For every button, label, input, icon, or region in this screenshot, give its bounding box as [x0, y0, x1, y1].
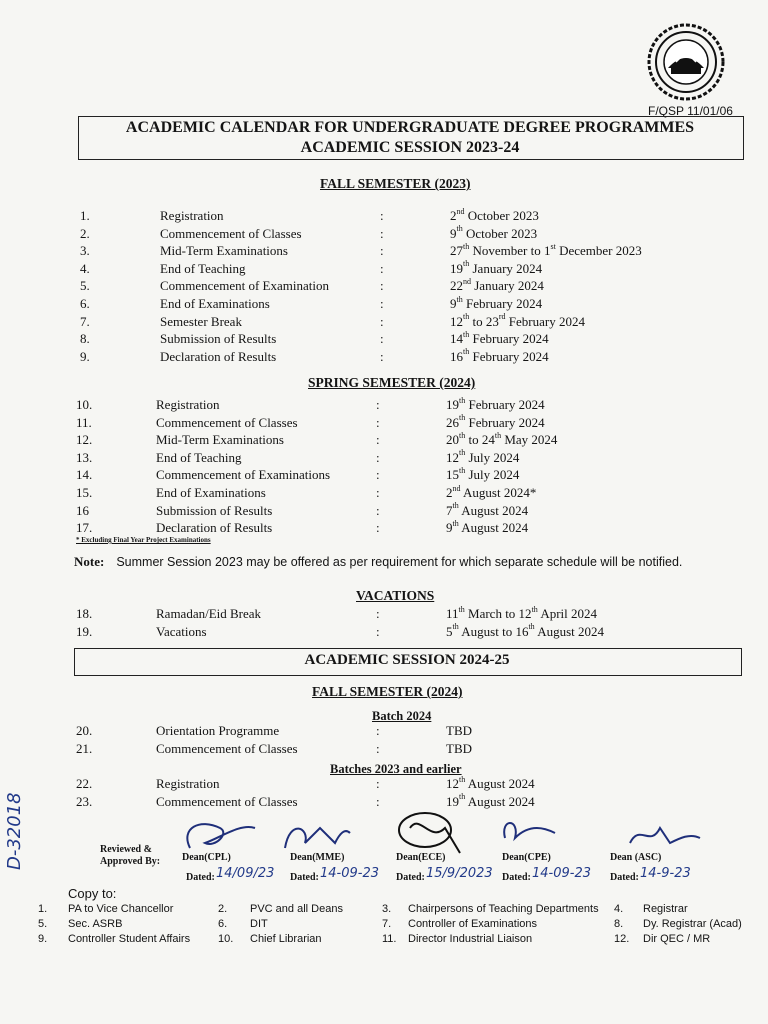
row-date	[450, 261, 542, 277]
row-event: Semester Break	[160, 313, 242, 329]
row-colon: :	[380, 296, 384, 311]
date-rest: August to 16	[458, 623, 529, 639]
row-event: End of Teaching	[156, 449, 242, 465]
copy-to-number: 4.	[614, 903, 624, 915]
row-event: Commencement of Classes	[160, 225, 302, 241]
date-rest: August 2024	[458, 520, 529, 536]
row-colon: :	[380, 313, 384, 329]
note	[74, 553, 682, 571]
fall-2024-heading: FALL SEMESTER (2024)	[312, 684, 463, 699]
calendar-row	[76, 624, 696, 642]
row-colon: :	[376, 793, 380, 809]
signature-date: 14-9-23	[640, 866, 691, 881]
row-number: 2.	[80, 225, 90, 241]
date-suffix: th	[459, 792, 466, 802]
row-colon: :	[376, 449, 380, 465]
date-suffix: th	[463, 329, 470, 339]
row-colon: :	[376, 432, 380, 448]
row-date	[446, 776, 535, 792]
date-suffix: th	[456, 294, 463, 304]
row-event: Registration	[156, 776, 220, 791]
row-colon: :	[376, 502, 380, 518]
copy-to-number: 10.	[218, 933, 234, 945]
row-colon: :	[376, 397, 380, 412]
calendar-row	[80, 349, 700, 367]
row-colon: :	[380, 260, 384, 276]
date-suffix: th	[459, 466, 466, 476]
date-rest: to 23	[469, 313, 499, 329]
date-rest-2: May 2024	[501, 432, 558, 448]
row-date	[450, 314, 585, 330]
row-colon: :	[380, 348, 384, 364]
signatory-role: Dean(ECE)	[396, 852, 446, 863]
row-date	[446, 723, 472, 739]
date-day: 9	[450, 296, 457, 311]
copy-to-recipient: Registrar	[643, 903, 688, 915]
date-day: 2	[450, 208, 457, 223]
spring-2024-heading: SPRING SEMESTER (2024)	[308, 375, 476, 390]
calendar-row	[76, 485, 696, 503]
row-colon: :	[380, 225, 384, 241]
copy-to-number: 1.	[38, 903, 48, 915]
date-day: 11	[446, 606, 459, 621]
row-number: 11.	[76, 414, 92, 430]
calendar-row	[76, 723, 696, 741]
copy-to-label: Copy to:	[68, 886, 117, 901]
date-day: TBD	[446, 740, 472, 756]
row-event: Declaration of Results	[156, 520, 273, 536]
dated-label: Dated:	[396, 872, 425, 883]
copy-to-recipient: Chairpersons of Teaching Departments	[408, 903, 599, 915]
row-date	[446, 624, 604, 640]
row-colon: :	[376, 776, 380, 791]
date-suffix: th	[452, 518, 459, 528]
copy-to-recipient: Dir QEC / MR	[643, 933, 711, 945]
date-rest: March to 12	[464, 606, 532, 621]
calendar-row	[80, 226, 700, 244]
row-event: Registration	[160, 208, 224, 223]
row-number: 20.	[76, 723, 93, 738]
batches-2023-heading: Batches 2023 and earlier	[330, 762, 462, 776]
row-event: Ramadan/Eid Break	[156, 606, 262, 621]
copy-to-number: 2.	[218, 903, 228, 915]
session-2024-25-title: ACADEMIC SESSION 2024-25	[304, 652, 510, 668]
row-number: 12.	[76, 432, 93, 448]
date-day: 2	[446, 485, 453, 500]
row-date	[446, 397, 545, 413]
date-day: 12	[446, 776, 459, 791]
row-number: 9.	[80, 348, 90, 364]
row-number: 19.	[76, 623, 93, 639]
row-date	[446, 503, 528, 519]
date-suffix-2: th	[494, 430, 502, 440]
row-date	[446, 606, 597, 622]
approval-label: Reviewed & Approved By:	[100, 844, 161, 867]
date-day: 19	[446, 793, 459, 809]
copy-to-recipient: PA to Vice Chancellor	[68, 903, 174, 915]
date-rest: August 2024*	[460, 485, 537, 500]
row-event: Declaration of Results	[160, 348, 277, 364]
row-colon: :	[376, 623, 380, 639]
row-date	[446, 432, 557, 448]
date-day: 26	[446, 414, 459, 430]
dated-label: Dated:	[290, 872, 319, 883]
date-suffix: th	[459, 774, 466, 784]
date-suffix: th	[463, 347, 470, 357]
row-date	[446, 520, 528, 536]
date-rest: January 2024	[471, 278, 544, 294]
row-event: End of Examinations	[160, 296, 270, 311]
date-day: 27	[450, 243, 463, 259]
row-number: 14.	[76, 467, 93, 483]
signatory-role: Dean(MME)	[290, 852, 345, 863]
row-date	[446, 415, 545, 431]
row-event: Commencement of Examination	[160, 278, 329, 294]
date-day: 20	[446, 432, 459, 448]
footnote: * Excluding Final Year Project Examinations	[76, 536, 211, 544]
dated-label: Dated:	[186, 872, 215, 883]
calendar-row	[80, 296, 700, 314]
calendar-row	[80, 331, 700, 349]
copy-to-recipient: DIT	[250, 918, 268, 930]
row-colon: :	[376, 414, 380, 430]
date-suffix: th	[459, 430, 466, 440]
signature-date: 14-09-23	[532, 866, 592, 881]
row-event: Mid-Term Examinations	[156, 432, 284, 448]
date-rest: November to 1	[469, 243, 551, 259]
row-date	[450, 296, 542, 312]
date-rest: July 2024	[465, 449, 520, 465]
row-event: Commencement of Examinations	[156, 467, 331, 483]
date-rest-2: April 2024	[537, 606, 598, 621]
calendar-row	[76, 776, 696, 794]
copy-to-number: 11.	[382, 933, 397, 945]
date-suffix: th	[452, 622, 459, 632]
signature-date: 14/09/23	[216, 866, 275, 881]
date-day: 9	[446, 520, 453, 536]
date-rest-2: February 2024	[505, 313, 585, 329]
date-rest-2: December 2023	[555, 243, 642, 259]
row-colon: :	[380, 331, 384, 347]
date-day: 9	[450, 225, 457, 241]
note-label: Note:	[74, 554, 105, 569]
copy-to-number: 3.	[382, 903, 392, 915]
row-event: Commencement of Classes	[156, 414, 298, 430]
calendar-row	[80, 278, 700, 296]
copy-to-recipient: Sec. ASRB	[68, 918, 123, 930]
calendar-row	[76, 467, 696, 485]
date-suffix-2: th	[528, 622, 535, 632]
row-number: 5.	[80, 278, 90, 294]
date-rest: August 2024	[465, 793, 535, 809]
date-suffix: nd	[452, 483, 461, 493]
row-number: 8.	[80, 331, 90, 347]
signatory-role: Dean(CPL)	[182, 852, 231, 863]
calendar-row	[76, 503, 696, 521]
row-number: 6.	[80, 296, 90, 311]
copy-to-number: 8.	[614, 918, 624, 930]
row-event: End of Teaching	[160, 260, 246, 276]
margin-handwritten-note: D-32018	[4, 792, 25, 870]
row-date	[450, 331, 549, 347]
row-number: 16	[76, 502, 89, 518]
dated-label: Dated:	[610, 872, 639, 883]
date-rest: August 2024	[465, 776, 535, 791]
date-suffix-2: st	[550, 241, 556, 251]
row-event: Mid-Term Examinations	[160, 243, 288, 259]
date-suffix: th	[458, 604, 465, 614]
row-number: 17.	[76, 520, 93, 536]
row-colon: :	[380, 278, 384, 294]
date-rest: February 2024	[465, 397, 545, 412]
calendar-row	[76, 432, 696, 450]
date-suffix: th	[452, 501, 459, 511]
vacations-heading: VACATIONS	[356, 588, 435, 603]
session-title: ACADEMIC SESSION 2023-24	[300, 139, 520, 156]
date-day: 7	[446, 502, 453, 518]
row-colon: :	[376, 723, 380, 738]
signature-date: 14-09-23	[320, 866, 380, 881]
date-rest: February 2024	[469, 331, 549, 347]
row-number: 18.	[76, 606, 93, 621]
copy-to-recipient: Dy. Registrar (Acad)	[643, 918, 742, 930]
row-colon: :	[380, 243, 384, 259]
copy-to-number: 12.	[614, 933, 630, 945]
row-event: Commencement of Classes	[156, 740, 298, 756]
copy-to-recipient: PVC and all Deans	[250, 903, 343, 915]
signature-date: 15/9/2023	[426, 866, 493, 881]
row-event: Vacations	[156, 623, 207, 639]
calendar-row	[80, 261, 700, 279]
row-event: Commencement of Classes	[156, 793, 298, 809]
document-title: ACADEMIC CALENDAR FOR UNDERGRADUATE DEGREE PROGRAMMES	[125, 119, 695, 136]
date-rest: February 2024	[462, 296, 543, 311]
date-day: 19	[450, 260, 463, 276]
copy-to-number: 6.	[218, 918, 228, 930]
date-day: 14	[450, 331, 463, 347]
row-colon: :	[376, 740, 380, 756]
date-suffix: th	[463, 241, 470, 251]
row-number: 22.	[76, 776, 93, 791]
date-day: 5	[446, 623, 453, 639]
copy-to-recipient: Controller of Examinations	[408, 918, 538, 930]
row-colon: :	[376, 485, 380, 500]
copy-to-recipient: Chief Librarian	[250, 933, 322, 945]
calendar-row	[76, 741, 696, 759]
date-rest-2: August 2024	[534, 623, 605, 639]
calendar-row	[76, 606, 696, 624]
date-rest: January 2024	[469, 260, 543, 276]
date-day: 15	[446, 467, 459, 483]
date-day: TBD	[446, 723, 472, 738]
row-date	[446, 450, 519, 466]
row-number: 13.	[76, 449, 93, 465]
row-number: 10.	[76, 397, 93, 412]
date-rest: to 24	[465, 432, 495, 448]
date-rest: February 2024	[469, 348, 549, 364]
signatory-role: Dean(CPE)	[502, 852, 551, 863]
calendar-row	[80, 208, 700, 226]
calendar-row	[76, 397, 696, 415]
calendar-row	[76, 450, 696, 468]
fall-2023-heading: FALL SEMESTER (2023)	[320, 176, 471, 191]
row-colon: :	[376, 467, 380, 483]
date-day: 16	[450, 348, 463, 364]
date-day: 22	[450, 278, 463, 294]
row-colon: :	[380, 208, 384, 223]
calendar-row	[80, 314, 700, 332]
row-number: 23.	[76, 793, 93, 809]
date-rest: February 2024	[465, 414, 545, 430]
university-seal-logo	[646, 22, 726, 102]
calendar-row	[76, 415, 696, 433]
date-rest: August 2024	[458, 502, 529, 518]
row-date	[450, 349, 549, 365]
copy-to-number: 7.	[382, 918, 392, 930]
row-event: Registration	[156, 397, 220, 412]
row-event: Orientation Programme	[156, 723, 280, 738]
copy-to-recipient: Director Industrial Liaison	[408, 933, 533, 945]
date-day: 12	[450, 313, 463, 329]
signatory-role: Dean (ASC)	[610, 852, 662, 863]
dated-label: Dated:	[502, 872, 531, 883]
date-suffix: th	[459, 395, 466, 405]
row-colon: :	[376, 606, 380, 621]
row-event: Submission of Results	[160, 331, 277, 347]
row-number: 4.	[80, 260, 90, 276]
date-suffix: th	[459, 448, 466, 458]
row-number: 7.	[80, 313, 90, 329]
date-day: 19	[446, 397, 459, 412]
date-suffix: nd	[456, 206, 465, 216]
copy-to-number: 9.	[38, 933, 48, 945]
date-suffix: th	[463, 312, 470, 322]
date-rest: July 2024	[465, 467, 520, 483]
row-number: 21.	[76, 740, 93, 756]
batch-2024-heading: Batch 2024	[372, 709, 432, 723]
note-text: Summer Session 2023 may be offered as per requirement for which separate schedule will be notified.	[116, 555, 683, 569]
row-date	[450, 278, 544, 294]
row-number: 1.	[80, 208, 90, 223]
date-suffix: nd	[463, 277, 471, 287]
date-suffix-2: rd	[498, 312, 506, 322]
date-rest: October 2023	[462, 225, 538, 241]
date-suffix: th	[459, 413, 466, 423]
date-suffix: th	[463, 259, 470, 269]
row-colon: :	[376, 520, 380, 536]
row-number: 3.	[80, 243, 90, 259]
copy-to-recipient: Controller Student Affairs	[68, 933, 191, 945]
date-suffix: th	[456, 224, 463, 234]
date-day: 12	[446, 449, 459, 465]
row-event: End of Examinations	[156, 485, 266, 500]
row-number: 15.	[76, 485, 93, 500]
row-date	[446, 741, 472, 757]
row-date	[450, 243, 642, 259]
calendar-row	[80, 243, 700, 261]
date-rest: October 2023	[464, 208, 539, 223]
row-date	[446, 485, 536, 501]
row-date	[450, 208, 539, 224]
copy-to-number: 5.	[38, 918, 48, 930]
date-suffix-2: th	[531, 604, 538, 614]
row-event: Submission of Results	[156, 502, 273, 518]
row-date	[446, 467, 519, 483]
form-reference: F/QSP 11/01/06	[648, 104, 733, 118]
row-date	[450, 226, 537, 242]
